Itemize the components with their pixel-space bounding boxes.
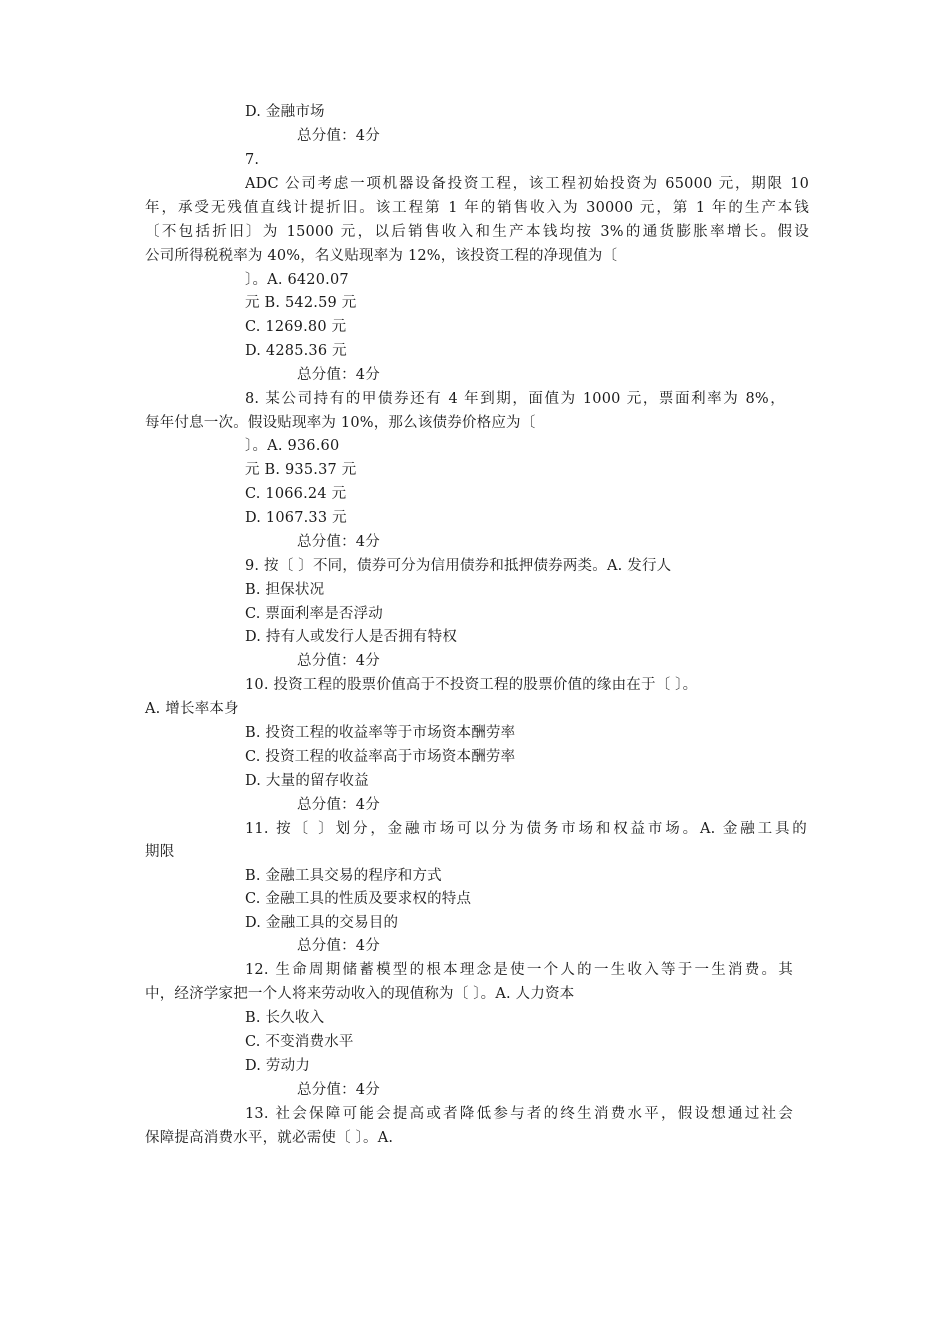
- score-11: 总分值：4分: [297, 938, 380, 954]
- question-8-text-1: 8. 某公司持有的甲债券还有 4 年到期，面值为 1000 元，票面利率为 8%，: [245, 391, 785, 407]
- question-8-option-b: 元 B. 935.37 元: [245, 462, 357, 478]
- question-11-text-2: 期限: [145, 844, 175, 860]
- question-7-text-2: 年，承受无残值直线计提折旧。该工程第 1 年的销售收入为 30000 元，第 1 年的生产本钱: [145, 200, 809, 216]
- question-12-text-1: 12. 生命周期储蓄模型的根本理念是使一个人的一生收入等于一生消费。其: [245, 962, 793, 978]
- question-9-option-d: D. 持有人或发行人是否拥有特权: [245, 629, 458, 645]
- question-10-option-c: C. 投资工程的收益率高于市场资本酬劳率: [245, 749, 516, 765]
- question-7-option-d: D. 4285.36 元: [245, 343, 347, 359]
- score-8: 总分值：4分: [297, 534, 380, 550]
- question-7-option-b: 元 B. 542.59 元: [245, 295, 357, 311]
- question-7-text-3: 〔不包括折旧〕为 15000 元，以后销售收入和生产本钱均按 3%的通货膨胀率增长。假设: [145, 224, 809, 240]
- score-7: 总分值：4分: [297, 367, 380, 383]
- question-8-option-d: D. 1067.33 元: [245, 510, 347, 526]
- question-10-option-d: D. 大量的留存收益: [245, 773, 369, 789]
- question-13-text-1: 13. 社会保障可能会提高或者降低参与者的终生消费水平，假设想通过社会: [245, 1106, 793, 1122]
- score-10: 总分值：4分: [297, 797, 380, 813]
- question-12-option-c: C. 不变消费水平: [245, 1034, 354, 1050]
- question-7-text-1: ADC 公司考虑一项机器设备投资工程，该工程初始投资为 65000 元，期限 10: [245, 176, 809, 192]
- score-12: 总分值：4分: [297, 1082, 380, 1098]
- question-9-option-b: B. 担保状况: [245, 582, 325, 598]
- question-11-text-1: 11. 按〔 〕划分，金融市场可以分为债务市场和权益市场。A. 金融工具的: [245, 821, 807, 837]
- question-12-text-2: 中，经济学家把一个人将来劳动收入的现值称为〔 〕。A. 人力资本: [145, 986, 575, 1002]
- score-6: 总分值：4分: [297, 128, 380, 144]
- question-7-text-4: 公司所得税税率为 40%，名义贴现率为 12%，该投资工程的净现值为〔: [145, 248, 618, 264]
- question-13-text-2: 保障提高消费水平，就必需使〔 〕。A.: [145, 1130, 394, 1146]
- option-d-6: D. 金融市场: [245, 104, 325, 120]
- question-12-option-d: D. 劳动力: [245, 1058, 311, 1074]
- question-11-option-b: B. 金融工具交易的程序和方式: [245, 868, 442, 884]
- question-10-option-b: B. 投资工程的收益率等于市场资本酬劳率: [245, 725, 516, 741]
- question-7-option-c: C. 1269.80 元: [245, 319, 347, 335]
- question-8-option-c: C. 1066.24 元: [245, 486, 347, 502]
- question-8-option-a: 〕。A. 936.60: [245, 438, 340, 454]
- question-9-text: 9. 按〔 〕不同，债券可分为信用债券和抵押债券两类。A. 发行人: [245, 558, 672, 574]
- question-8-text-2: 每年付息一次。假设贴现率为 10%，那么该债券价格应为〔: [145, 415, 536, 431]
- question-12-option-b: B. 长久收入: [245, 1010, 325, 1026]
- question-7-number: 7.: [245, 152, 260, 168]
- question-7-option-a: 〕。A. 6420.07: [245, 272, 349, 288]
- question-10-option-a: A. 增长率本身: [145, 701, 239, 717]
- question-9-option-c: C. 票面利率是否浮动: [245, 606, 383, 622]
- score-9: 总分值：4分: [297, 653, 380, 669]
- question-11-option-c: C. 金融工具的性质及要求权的特点: [245, 891, 472, 907]
- question-11-option-d: D. 金融工具的交易目的: [245, 915, 399, 931]
- question-10-text: 10. 投资工程的股票价值高于不投资工程的股票价值的缘由在于〔 〕。: [245, 677, 698, 693]
